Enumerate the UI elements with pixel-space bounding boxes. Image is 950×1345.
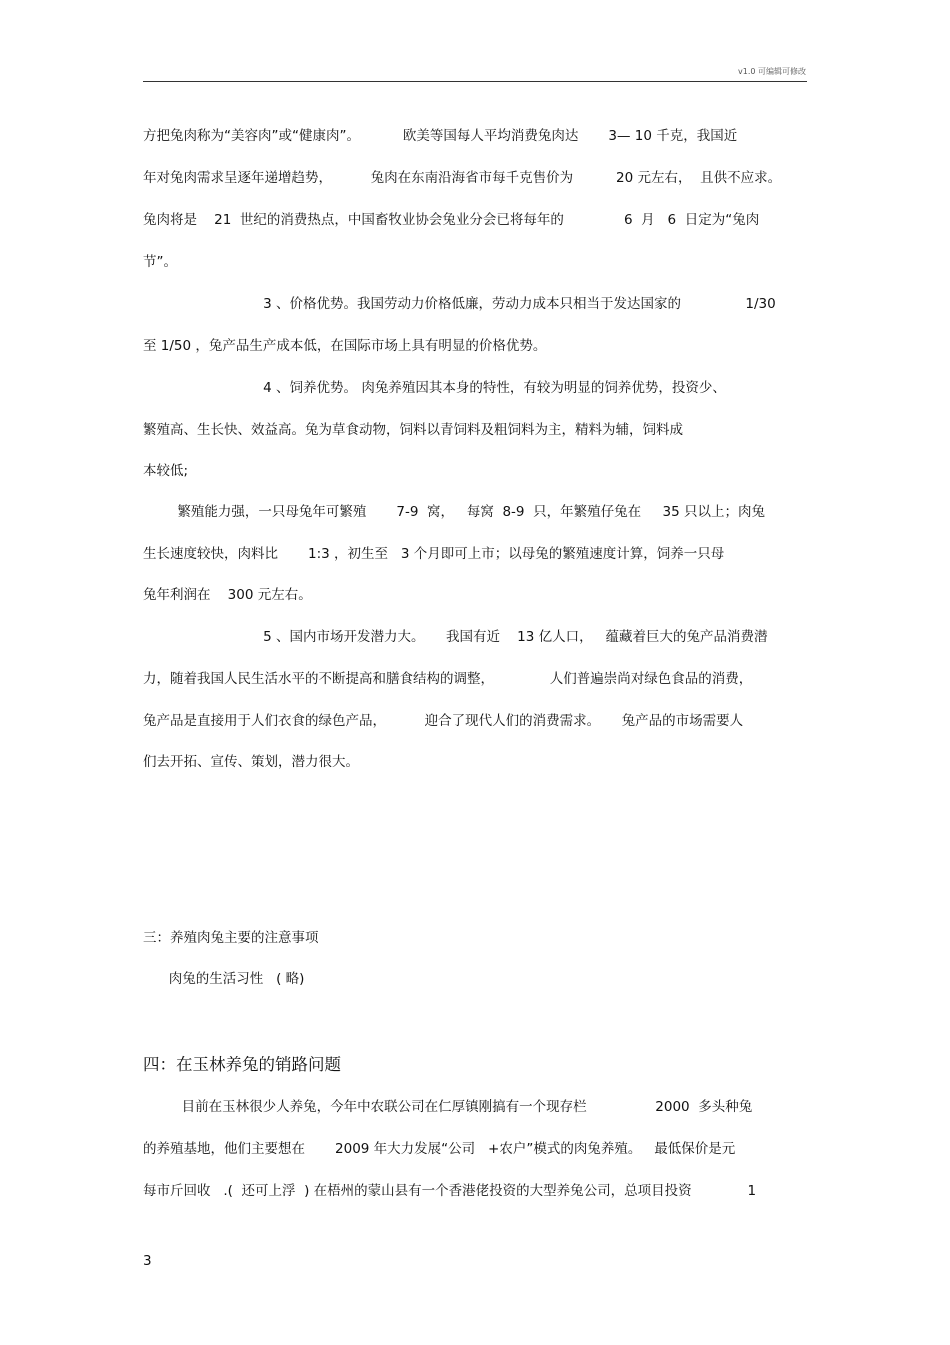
text-line: 兔产品是直接用于人们衣食的绿色产品， 迎合了现代人们的消费需求。 兔产品的市场需要人: [143, 713, 744, 729]
subheading: 肉兔的生活习性 ( 略): [143, 971, 305, 987]
text-line: 本较低;: [143, 463, 189, 479]
text-line: 兔年利润在 300 元左右。: [143, 587, 312, 603]
text-line: 力，随着我国人民生活水平的不断提高和膳食结构的调整， 人们普遍崇尚对绿色食品的消费，: [143, 671, 753, 687]
header-note: v1.0 可编辑可修改: [738, 67, 806, 76]
section-heading-3: 三：养殖肉兔主要的注意事项: [143, 930, 319, 946]
text-line: 至 1/50 ，兔产品生产成本低，在国际市场上具有明显的价格优势。: [143, 338, 547, 354]
text-line: 生长速度较快，肉料比 1:3 ，初生至 3 个月即可上市；以母兔的繁殖速度计算，饲养一只母: [143, 546, 725, 562]
text-line: 年对兔肉需求呈逐年递增趋势， 兔肉在东南沿海省市每千克售价为 20 元左右， 且供不应求。: [143, 170, 782, 186]
header-rule: [143, 81, 807, 82]
text-line: 兔肉将是 21 世纪的消费热点，中国畜牧业协会兔业分会已将每年的 6 月 6 日定为“兔肉: [143, 212, 760, 228]
text-line: 3 、价格优势。我国劳动力价格低廉，劳动力成本只相当于发达国家的 1/30: [143, 296, 776, 312]
text-line: 繁殖高、生长快、效益高。兔为草食动物，饲料以青饲料及粗饲料为主，精料为辅，饲料成: [143, 422, 683, 438]
text-line: 4 、饲养优势。 肉兔养殖因其本身的特性，有较为明显的饲养优势，投资少、: [143, 380, 726, 396]
text-line: 们去开拓、宣传、策划，潜力很大。: [143, 754, 359, 770]
text-line: 5 、国内市场开发潜力大。 我国有近 13 亿人口， 蕴藏着巨大的兔产品消费潜: [143, 629, 768, 645]
text-line: 每市斤回收 .( 还可上浮 ) 在梧州的蒙山县有一个香港佬投资的大型养兔公司，总项目投资 1: [143, 1183, 757, 1199]
section-heading-4: 四：在玉林养兔的销路问题: [143, 1055, 341, 1074]
text-line: 方把兔肉称为“美容肉”或“健康肉”。 欧美等国每人平均消费兔肉达 3— 10 千克，我国近: [143, 128, 738, 144]
text-line: 目前在玉林很少人养兔，今年中农联公司在仁厚镇刚搞有一个现存栏 2000 多头种兔: [143, 1099, 753, 1115]
text-line: 节”。: [143, 254, 177, 270]
text-line: 繁殖能力强，一只母兔年可繁殖 7-9 窝， 每窝 8-9 只，年繁殖仔兔在 35 只以上；肉兔: [143, 504, 766, 520]
page-number: 3: [143, 1253, 152, 1269]
text-line: 的养殖基地，他们主要想在 2009 年大力发展“公司 +农户”模式的肉兔养殖。 最低保价是元: [143, 1141, 736, 1157]
